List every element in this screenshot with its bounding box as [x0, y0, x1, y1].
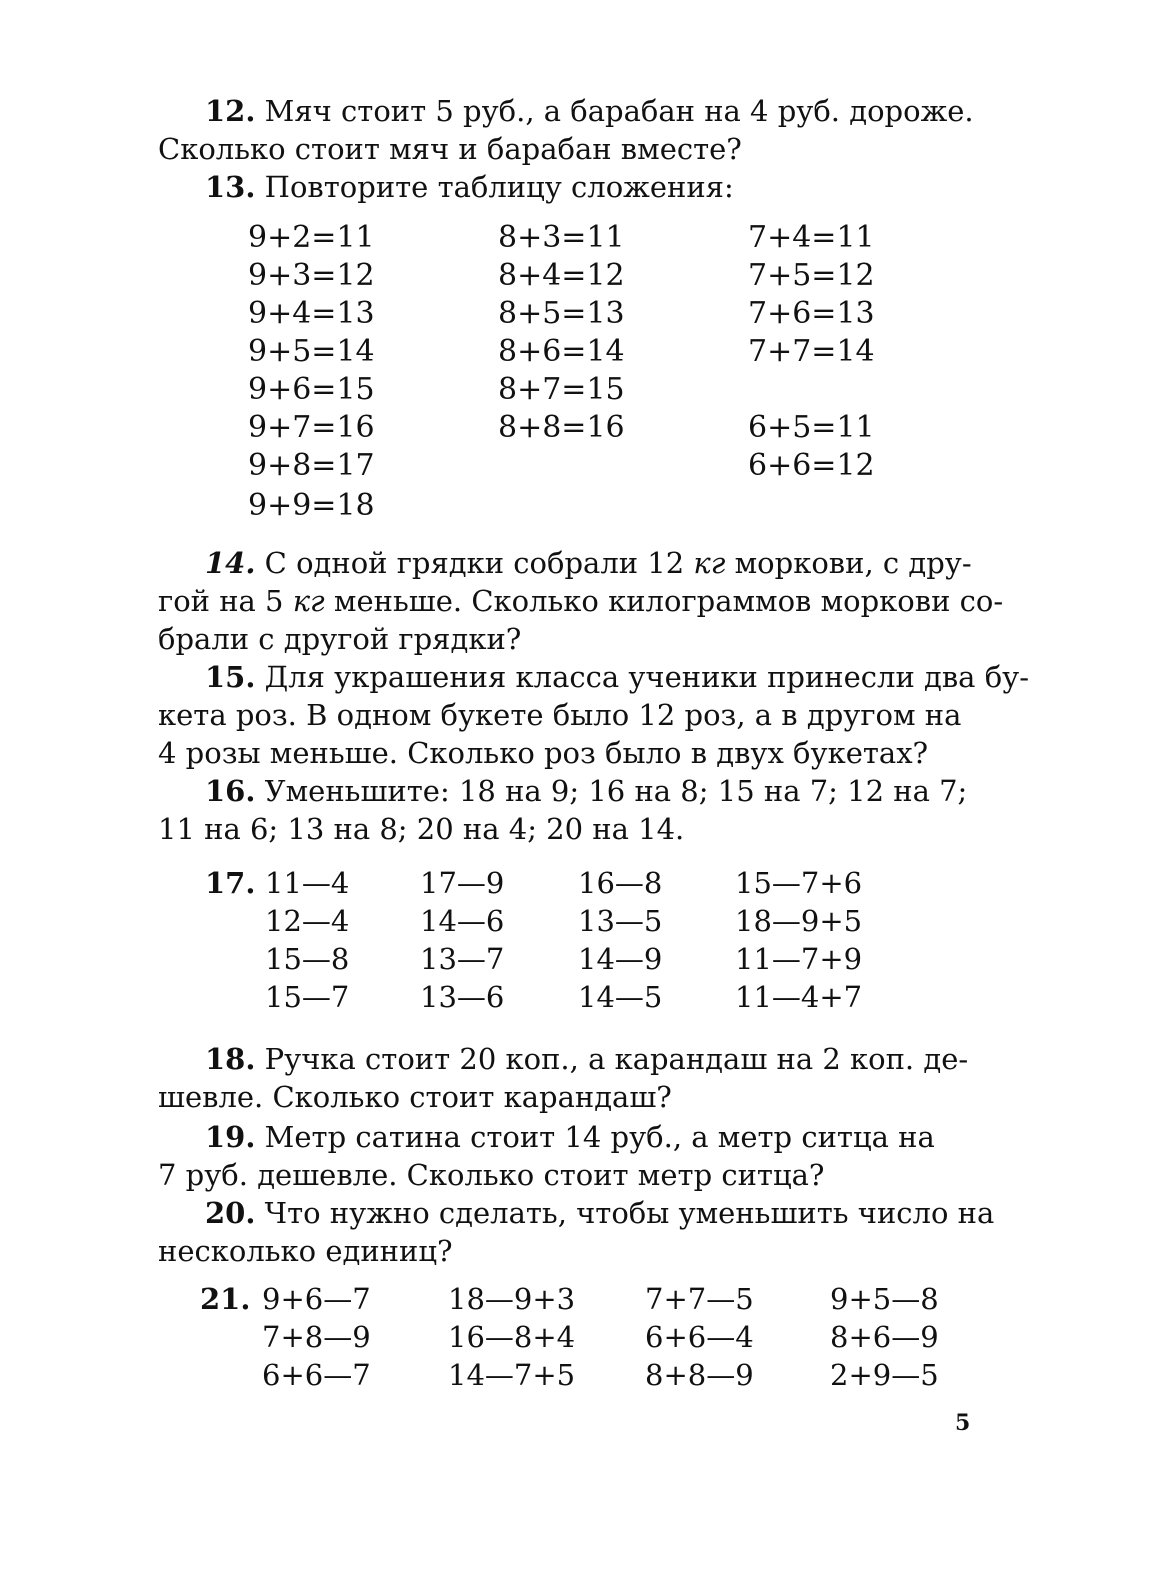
- task-20-line-2: несколько единиц?: [158, 1234, 453, 1268]
- table-eq: 6+5=11: [748, 410, 875, 445]
- task-20-number: 20.: [205, 1196, 256, 1230]
- task-15-number: 15.: [205, 660, 256, 694]
- task-21-number: 21.: [200, 1282, 251, 1316]
- expression: 15—7+6: [735, 866, 863, 900]
- table-eq: 9+8=17: [248, 448, 375, 483]
- expression: 18—9+3: [448, 1282, 576, 1316]
- task-12-line-1: [205, 94, 974, 128]
- task-16-text-1: Уменьшите: 18 на 9; 16 на 8; 15 на 7; 12 на 7;: [264, 774, 968, 808]
- table-eq: 9+3=12: [248, 258, 375, 293]
- expression: 15—8: [265, 942, 350, 976]
- expression: 14—7+5: [448, 1358, 576, 1392]
- expression: 13—7: [420, 942, 505, 976]
- unit-kg: кг: [292, 584, 325, 618]
- table-eq: 8+4=12: [498, 258, 625, 293]
- task-18-text-1: Ручка стоит 20 коп., а карандаш на 2 коп. де-: [264, 1042, 969, 1076]
- task-20-line-1: [205, 1196, 994, 1230]
- task-18-number: 18.: [205, 1042, 256, 1076]
- expression: 16—8+4: [448, 1320, 576, 1354]
- expression: 18—9+5: [735, 904, 863, 938]
- table-eq: 8+3=11: [498, 220, 625, 255]
- table-eq: 8+5=13: [498, 296, 625, 331]
- expression: 12—4: [265, 904, 350, 938]
- task-16-line-1: [205, 774, 967, 808]
- expression: 15—7: [265, 980, 350, 1014]
- table-eq: 7+5=12: [748, 258, 875, 293]
- expression: 8+6—9: [830, 1320, 939, 1354]
- task-14-line-2: [158, 584, 1003, 618]
- task-18-line-1: [205, 1042, 968, 1076]
- expression: 14—9: [578, 942, 663, 976]
- task-14-line-3: брали с другой грядки?: [158, 622, 522, 656]
- expression: 2+9—5: [830, 1358, 939, 1392]
- expression: 14—5: [578, 980, 663, 1014]
- expression: 14—6: [420, 904, 505, 938]
- task-13-text: Повторите таблицу сложения:: [264, 170, 734, 204]
- expression: 7+7—5: [645, 1282, 754, 1316]
- task-12-number: 12.: [205, 94, 256, 128]
- task-14-text-1b: моркови, с дру-: [725, 546, 972, 580]
- page-number: 5: [955, 1410, 971, 1436]
- task-17-number: 17.: [205, 866, 256, 900]
- task-13-line: [205, 170, 734, 204]
- expression: 11—4+7: [735, 980, 863, 1014]
- task-14-line-1: [205, 546, 972, 580]
- task-15-text-1: Для украшения класса ученики принесли два бу-: [264, 660, 1030, 694]
- expression: 13—6: [420, 980, 505, 1014]
- task-14-text-2a: гой на 5: [158, 584, 293, 618]
- task-18-line-2: шевле. Сколько стоит карандаш?: [158, 1080, 672, 1114]
- expression: 17—9: [420, 866, 505, 900]
- task-20-text-1: Что нужно сделать, чтобы уменьшить число на: [264, 1196, 995, 1230]
- task-14-text-1a: С одной грядки собрали 12: [264, 546, 694, 580]
- expression: 11—7+9: [735, 942, 863, 976]
- expression: 7+8—9: [262, 1320, 371, 1354]
- expression: 6+6—7: [262, 1358, 371, 1392]
- unit-kg: кг: [693, 546, 726, 580]
- task-12-line-2: Сколько стоит мяч и барабан вместе?: [158, 132, 742, 166]
- expression: 9+6—7: [262, 1282, 371, 1316]
- table-eq: 9+5=14: [248, 334, 375, 369]
- table-eq: 9+7=16: [248, 410, 375, 445]
- task-12-text-1: Мяч стоит 5 руб., а барабан на 4 руб. дороже.: [264, 94, 974, 128]
- table-eq: 8+7=15: [498, 372, 625, 407]
- table-eq: 9+4=13: [248, 296, 375, 331]
- task-15-line-3: 4 розы меньше. Сколько роз было в двух букетах?: [158, 736, 929, 770]
- expression: 8+8—9: [645, 1358, 754, 1392]
- expression: 16—8: [578, 866, 663, 900]
- table-eq: 6+6=12: [748, 448, 875, 483]
- expression: 11—4: [265, 866, 350, 900]
- task-13-number: 13.: [205, 170, 256, 204]
- task-19-line-2: 7 руб. дешевле. Сколько стоит метр ситца?: [158, 1158, 825, 1192]
- task-19-number: 19.: [205, 1120, 256, 1154]
- expression: 9+5—8: [830, 1282, 939, 1316]
- table-eq: 9+9=18: [248, 488, 375, 523]
- task-14-text-2b: меньше. Сколько килограммов моркови со-: [324, 584, 1004, 618]
- table-eq: 7+7=14: [748, 334, 875, 369]
- task-16-number: 16.: [205, 774, 256, 808]
- table-eq: 8+8=16: [498, 410, 625, 445]
- table-eq: 7+4=11: [748, 220, 875, 255]
- table-eq: 8+6=14: [498, 334, 625, 369]
- task-15-line-2: кета роз. В одном букете было 12 роз, а в другом на: [158, 698, 962, 732]
- task-15-line-1: [205, 660, 1029, 694]
- task-14-number: 14.: [205, 546, 256, 580]
- expression: 13—5: [578, 904, 663, 938]
- task-16-line-2: 11 на 6; 13 на 8; 20 на 4; 20 на 14.: [158, 812, 685, 846]
- table-eq: 7+6=13: [748, 296, 875, 331]
- table-eq: 9+2=11: [248, 220, 375, 255]
- task-19-text-1: Метр сатина стоит 14 руб., а метр ситца на: [264, 1120, 935, 1154]
- task-19-line-1: [205, 1120, 935, 1154]
- table-eq: 9+6=15: [248, 372, 375, 407]
- expression: 6+6—4: [645, 1320, 754, 1354]
